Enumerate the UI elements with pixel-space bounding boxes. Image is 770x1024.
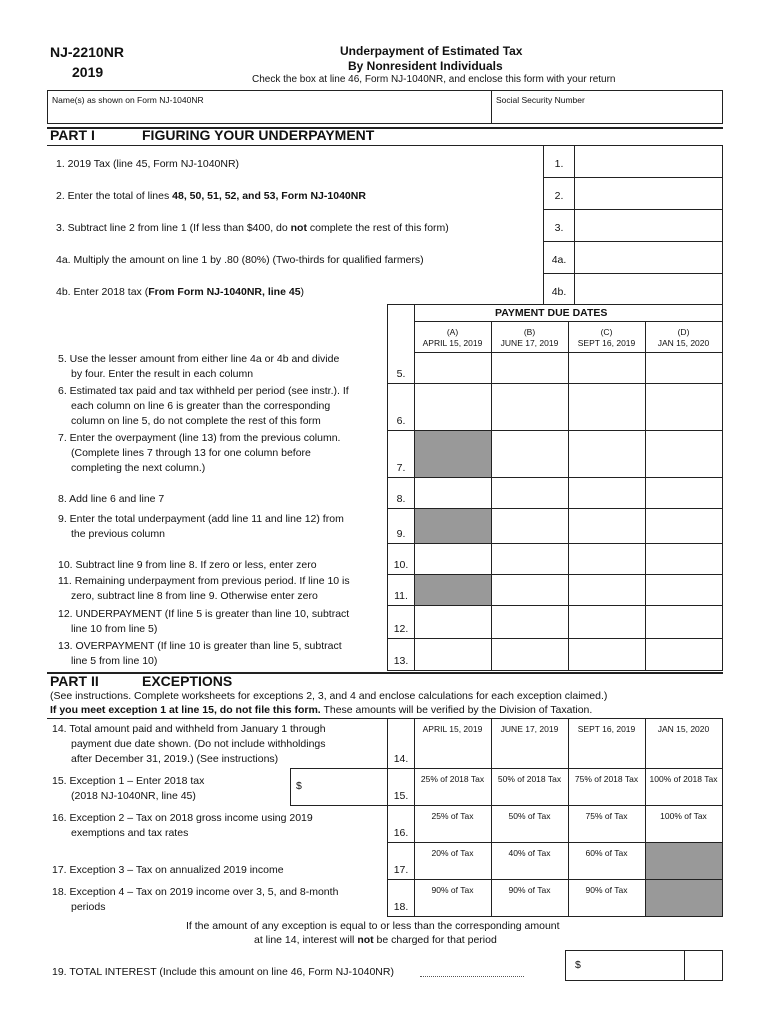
ssn-label: Social Security Number <box>496 95 585 105</box>
line-10-column-a-field[interactable] <box>415 544 491 574</box>
line-8-column-c-field[interactable] <box>569 478 645 508</box>
part1-line-4-amount-field[interactable] <box>575 242 722 273</box>
exception-line-number: 16. <box>393 827 409 839</box>
exception-line-number: 18. <box>393 901 409 913</box>
grid-line-number: 7. <box>396 462 406 474</box>
exception-line-label: 15. Exception 1 – Enter 2018 tax <box>52 775 205 787</box>
grid-line-label: completing the next column.) <box>71 462 206 474</box>
grid-line-label: each column on line 6 is greater than the corresponding <box>71 400 331 412</box>
line-9-column-b-field[interactable] <box>492 509 568 543</box>
footer-line2: at line 14, interest will not be charged for that period <box>254 934 497 946</box>
exception-column-label: 50% of Tax <box>508 811 551 821</box>
form-title: Underpayment of Estimated Tax <box>340 44 523 58</box>
part1-line-1-amount-field[interactable] <box>575 146 722 177</box>
exception-column-label: 100% of Tax <box>660 811 707 821</box>
grid-line-number: 8. <box>396 493 406 505</box>
exception-line-label: payment due date shown. (Do not include withholdings <box>71 738 326 750</box>
column-letter: (A) <box>446 327 459 337</box>
grid-line-label: line 5 from line 10) <box>71 655 158 667</box>
part1-line-number: 4b. <box>551 286 567 298</box>
footer-line1: If the amount of any exception is equal to or less than the corresponding amount <box>186 920 560 932</box>
exception-line-label: 18. Exception 4 – Tax on 2019 income over 3, 5, and 8-month <box>52 886 339 898</box>
column-letter: (D) <box>677 327 690 337</box>
exception-column-label: 75% of Tax <box>585 811 628 821</box>
exception-column-label: 90% of Tax <box>431 885 474 895</box>
exception-line-number: 15. <box>393 790 409 802</box>
exception-line-label: (2018 NJ-1040NR, line 45) <box>71 790 196 802</box>
line-18-column-c-field[interactable] <box>569 896 645 916</box>
line-10-column-b-field[interactable] <box>492 544 568 574</box>
line-15-column-b-field[interactable] <box>492 785 568 805</box>
exception-line-number: 14. <box>393 753 409 765</box>
line-7-column-d-field[interactable] <box>646 431 722 477</box>
line-16-column-c-field[interactable] <box>569 822 645 842</box>
grid-line-number: 10. <box>393 559 409 571</box>
exception-column-label: SEPT 16, 2019 <box>577 724 636 734</box>
grid-line-label: 13. OVERPAYMENT (If line 10 is greater than line 5, subtract <box>58 640 342 652</box>
line-7-column-b-field[interactable] <box>492 431 568 477</box>
part1-line-label: 3. Subtract line 2 from line 1 (If less than $400, do not complete the rest of this form) <box>56 222 449 234</box>
line-12-column-b-field[interactable] <box>492 606 568 638</box>
exception-column-label: 60% of Tax <box>585 848 628 858</box>
grid-line-label: 9. Enter the total underpayment (add line 11 and line 12) from <box>58 513 344 525</box>
part1-line-number: 2. <box>554 190 564 202</box>
grid-line-number: 9. <box>396 528 406 540</box>
line-6-column-b-field[interactable] <box>492 384 568 430</box>
line-11-column-b-field[interactable] <box>492 575 568 605</box>
line-13-column-a-field[interactable] <box>415 639 491 670</box>
exception-column-label: 40% of Tax <box>508 848 551 858</box>
grid-line-label: (Complete lines 7 through 13 for one column before <box>71 447 311 459</box>
line-8-column-a-field[interactable] <box>415 478 491 508</box>
line-13-column-c-field[interactable] <box>569 639 645 670</box>
line-5-column-b-field[interactable] <box>492 353 568 383</box>
line-14-column-b-field[interactable] <box>492 735 568 768</box>
part2-note1: (See instructions. Complete worksheets for exceptions 2, 3, and 4 and enclose calculations for each exception claimed.) <box>50 690 608 702</box>
form-subtitle: By Nonresident Individuals <box>348 59 503 73</box>
name-label: Name(s) as shown on Form NJ-1040NR <box>52 95 204 105</box>
exception-column-label: 75% of 2018 Tax <box>574 774 639 784</box>
line-9-column-c-field[interactable] <box>569 509 645 543</box>
part1-label: PART I <box>50 127 95 143</box>
exception-line-label: periods <box>71 901 106 913</box>
line-13-column-d-field[interactable] <box>646 639 722 670</box>
grid-line-label: 10. Subtract line 9 from line 8. If zero or less, enter zero <box>58 559 317 571</box>
line-10-column-d-field[interactable] <box>646 544 722 574</box>
part1-line-number: 1. <box>554 158 564 170</box>
grid-line-label: 7. Enter the overpayment (line 13) from the previous column. <box>58 432 341 444</box>
grid-line-label: by four. Enter the result in each column <box>71 368 254 380</box>
line15-amount-field[interactable] <box>290 768 388 806</box>
line-16-column-b-field[interactable] <box>492 822 568 842</box>
exception-line-label: 14. Total amount paid and withheld from January 1 through <box>52 723 326 735</box>
part1-line-2-amount-field[interactable] <box>575 178 722 209</box>
payment-due-dates-title: PAYMENT DUE DATES <box>495 307 608 319</box>
exception-column-label: JUNE 17, 2019 <box>500 724 559 734</box>
exception-column-label: 50% of 2018 Tax <box>497 774 562 784</box>
shaded-cell <box>415 575 491 605</box>
line-12-column-a-field[interactable] <box>415 606 491 638</box>
grid-line-number: 11. <box>394 590 408 602</box>
form-id: NJ-2210NR <box>50 44 124 60</box>
line19-amount-field[interactable] <box>565 950 685 981</box>
name-field[interactable] <box>48 106 490 122</box>
grid-line-number: 13. <box>393 655 409 667</box>
grid-line-label: 5. Use the lesser amount from either line 4a or 4b and divide <box>58 353 340 365</box>
column-letter: (C) <box>600 327 613 337</box>
grid-line-label: 6. Estimated tax paid and tax withheld per period (see instr.). If <box>58 385 349 397</box>
line-15-column-c-field[interactable] <box>569 785 645 805</box>
exception-column-label: JAN 15, 2020 <box>657 724 710 734</box>
grid-line-label: column on line 5, do not complete the rest of this form <box>71 415 321 427</box>
exception-line-number: 17. <box>393 864 409 876</box>
line-17-column-b-field[interactable] <box>492 859 568 879</box>
part1-line-label: 2. Enter the total of lines 48, 50, 51, 52, and 53, Form NJ-1040NR <box>56 190 366 202</box>
shaded-cell <box>415 431 491 477</box>
line-15-column-a-field[interactable] <box>415 785 491 805</box>
grid-line-number: 6. <box>396 415 406 427</box>
column-date: JAN 15, 2020 <box>657 338 710 348</box>
part1-line-number: 3. <box>554 222 564 234</box>
line-5-column-c-field[interactable] <box>569 353 645 383</box>
line-16-column-d-field[interactable] <box>646 822 722 842</box>
shaded-cell <box>646 880 722 916</box>
exception-column-label: 90% of Tax <box>585 885 628 895</box>
line-6-column-a-field[interactable] <box>415 384 491 430</box>
part1-line-label: 4a. Multiply the amount on line 1 by .80 (80%) (Two-thirds for qualified farmers) <box>56 254 424 266</box>
exception-line-label: after December 31, 2019.) (See instructions) <box>71 753 279 765</box>
line-17-column-c-field[interactable] <box>569 859 645 879</box>
line-11-column-c-field[interactable] <box>569 575 645 605</box>
line-16-column-a-field[interactable] <box>415 822 491 842</box>
part1-line-5-amount-field[interactable] <box>575 274 722 305</box>
line-5-column-d-field[interactable] <box>646 353 722 383</box>
line15-dollar: $ <box>296 780 302 792</box>
grid-line-label: 11. Remaining underpayment from previous period. If line 10 is <box>58 575 350 587</box>
grid-line-label: 8. Add line 6 and line 7 <box>58 493 165 505</box>
column-date: SEPT 16, 2019 <box>577 338 636 348</box>
line-18-column-b-field[interactable] <box>492 896 568 916</box>
line-13-column-b-field[interactable] <box>492 639 568 670</box>
line-14-column-d-field[interactable] <box>646 735 722 768</box>
line-6-column-c-field[interactable] <box>569 384 645 430</box>
column-date: JUNE 17, 2019 <box>500 338 559 348</box>
line-15-column-d-field[interactable] <box>646 785 722 805</box>
line-5-column-a-field[interactable] <box>415 353 491 383</box>
part1-line-number: 4a. <box>551 254 567 266</box>
line-8-column-d-field[interactable] <box>646 478 722 508</box>
line-6-column-d-field[interactable] <box>646 384 722 430</box>
exception-line-label: 16. Exception 2 – Tax on 2018 gross income using 2019 <box>52 812 313 824</box>
exception-column-label: 20% of Tax <box>431 848 474 858</box>
shaded-cell <box>415 509 491 543</box>
line19-cents-field[interactable] <box>684 950 723 981</box>
grid-line-label: the previous column <box>71 528 165 540</box>
exception-line-label: exemptions and tax rates <box>71 827 189 839</box>
exception-column-label: APRIL 15, 2019 <box>422 724 483 734</box>
grid-line-label: 12. UNDERPAYMENT (If line 5 is greater than line 10, subtract <box>58 608 350 620</box>
grid-line-number: 5. <box>396 368 406 380</box>
column-date: APRIL 15, 2019 <box>422 338 483 348</box>
part1-line-3-amount-field[interactable] <box>575 210 722 241</box>
part1-line-label: 4b. Enter 2018 tax (From Form NJ-1040NR, line 45) <box>56 286 305 298</box>
line-12-column-d-field[interactable] <box>646 606 722 638</box>
line-8-column-b-field[interactable] <box>492 478 568 508</box>
column-letter: (B) <box>523 327 536 337</box>
line-14-column-a-field[interactable] <box>415 735 491 768</box>
grid-line-label: zero, subtract line 8 from line 9. Otherwise enter zero <box>71 590 318 602</box>
form-instruction: Check the box at line 46, Form NJ-1040NR, and enclose this form with your return <box>252 74 616 85</box>
ssn-field[interactable] <box>492 106 721 122</box>
exception-line-label: 17. Exception 3 – Tax on annualized 2019 income <box>52 864 284 876</box>
part1-title: FIGURING YOUR UNDERPAYMENT <box>142 127 375 143</box>
line-18-column-a-field[interactable] <box>415 896 491 916</box>
line-14-column-c-field[interactable] <box>569 735 645 768</box>
grid-line-number: 12. <box>393 623 409 635</box>
line-11-column-d-field[interactable] <box>646 575 722 605</box>
line19-label: 19. TOTAL INTEREST (Include this amount on line 46, Form NJ-1040NR) <box>52 966 394 978</box>
line-10-column-c-field[interactable] <box>569 544 645 574</box>
exception-column-label: 100% of 2018 Tax <box>649 774 718 784</box>
part2-label: PART II <box>50 673 99 689</box>
part1-line-label: 1. 2019 Tax (line 45, Form NJ-1040NR) <box>56 158 240 170</box>
line-7-column-c-field[interactable] <box>569 431 645 477</box>
part2-note2: If you meet exception 1 at line 15, do not file this form. These amounts will be verified by the Division of Taxation. <box>50 704 593 716</box>
exception-column-label: 25% of 2018 Tax <box>420 774 485 784</box>
line-12-column-c-field[interactable] <box>569 606 645 638</box>
grid-line-label: line 10 from line 5) <box>71 623 158 635</box>
part2-title: EXCEPTIONS <box>142 673 233 689</box>
line-17-column-a-field[interactable] <box>415 859 491 879</box>
exception-column-label: 25% of Tax <box>431 811 474 821</box>
form-year: 2019 <box>72 64 104 80</box>
shaded-cell <box>646 843 722 879</box>
exception-column-label: 90% of Tax <box>508 885 551 895</box>
line19-dollar: $ <box>575 959 581 971</box>
line-9-column-d-field[interactable] <box>646 509 722 543</box>
